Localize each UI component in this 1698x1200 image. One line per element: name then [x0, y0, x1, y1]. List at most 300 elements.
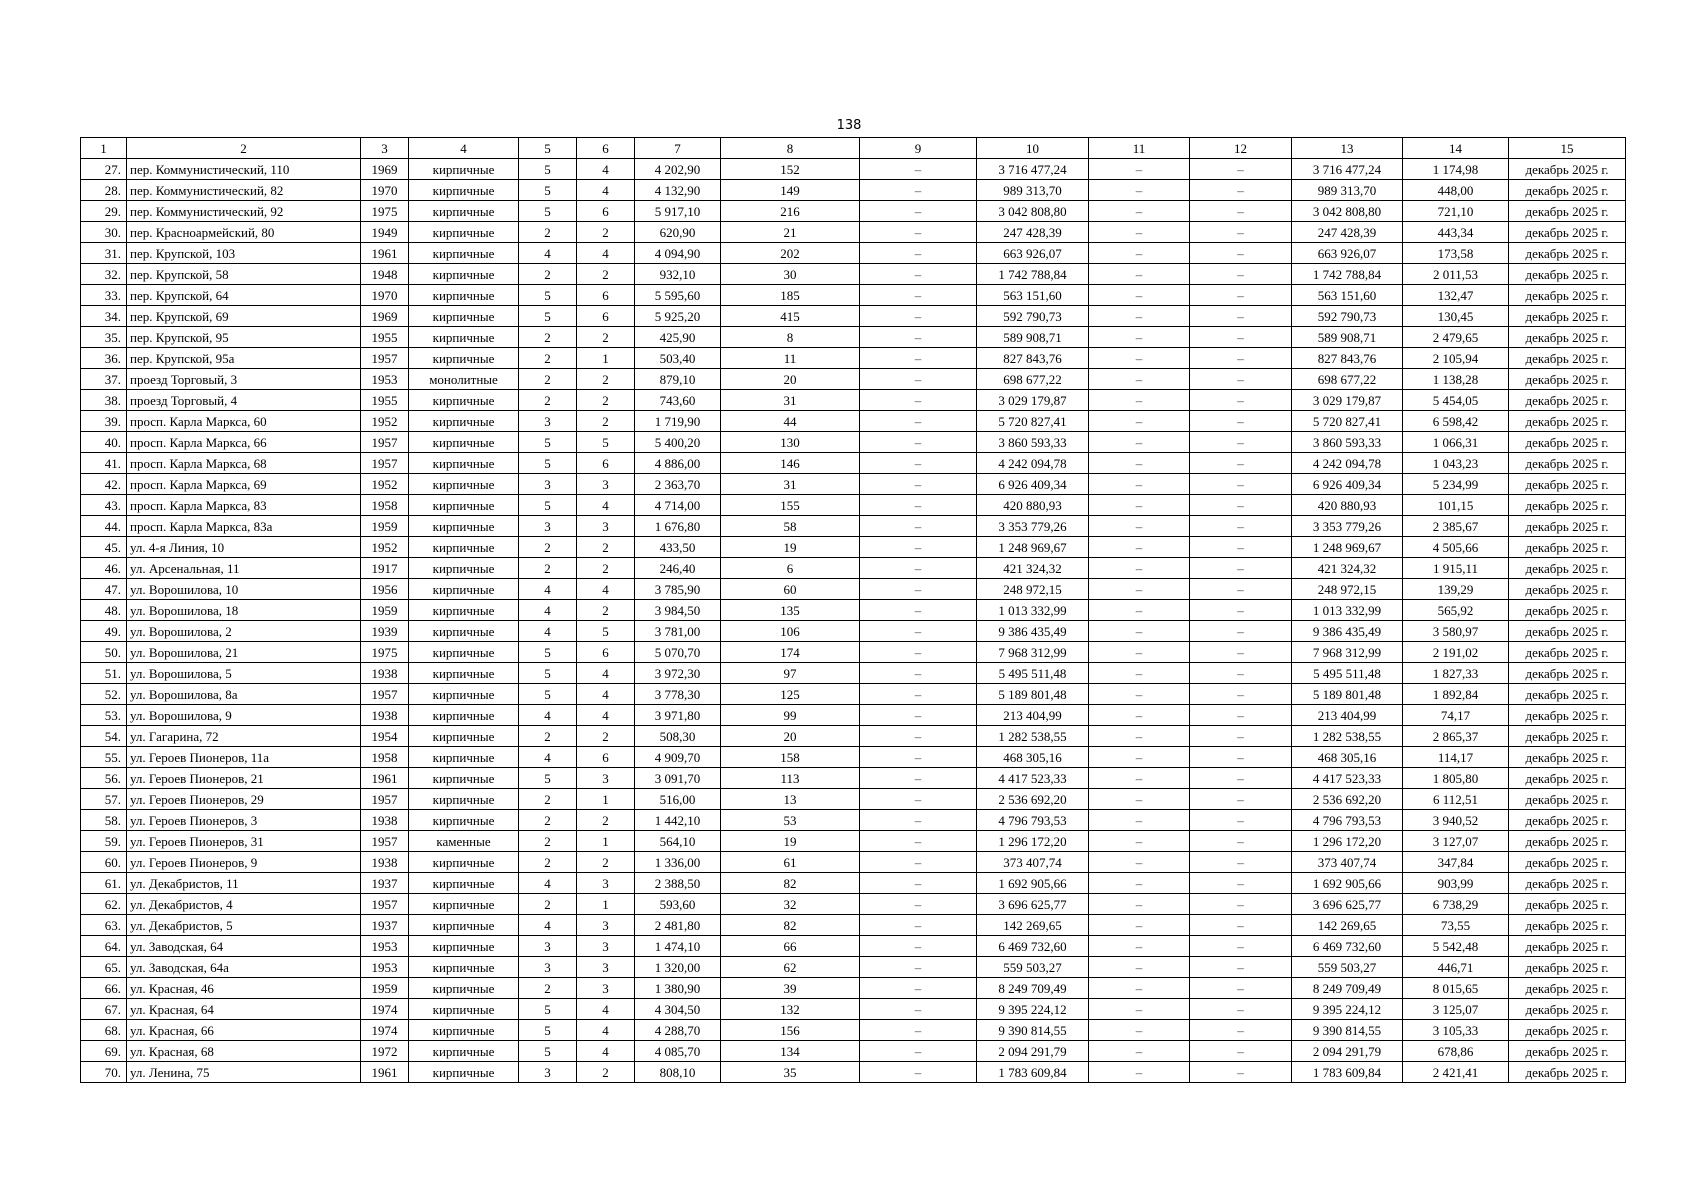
- page-number: 138: [836, 118, 862, 133]
- cell-col-11: –: [1089, 432, 1190, 453]
- cell-residents: 156: [721, 1020, 860, 1041]
- cell-address: ул. Героев Пионеров, 9: [127, 852, 361, 873]
- table-row: [81, 579, 1626, 600]
- cell-cost-total: 1 248 969,67: [977, 537, 1089, 558]
- cell-residents: 62: [721, 957, 860, 978]
- cell-address: пер. Крупской, 95а: [127, 348, 361, 369]
- cell-row-index: 37.: [81, 369, 127, 390]
- table-row: [81, 537, 1626, 558]
- cell-row-index: 64.: [81, 936, 127, 957]
- cell-cost-total: 248 972,15: [977, 579, 1089, 600]
- cell-col-11: –: [1089, 495, 1190, 516]
- cell-deadline: декабрь 2025 г.: [1509, 201, 1626, 222]
- cell-col-12: –: [1190, 705, 1292, 726]
- cell-cost-fund: 3 042 808,80: [1292, 201, 1403, 222]
- cell-cost-total: 9 386 435,49: [977, 621, 1089, 642]
- cell-col-11: –: [1089, 684, 1190, 705]
- cell-row-index: 46.: [81, 558, 127, 579]
- cell-col-11: –: [1089, 894, 1190, 915]
- cell-col-12: –: [1190, 999, 1292, 1020]
- cell-residents: 60: [721, 579, 860, 600]
- table-row: [81, 747, 1626, 768]
- cell-wall-material: кирпичные: [409, 894, 519, 915]
- cell-cost-total: 3 860 593,33: [977, 432, 1089, 453]
- cell-residents: 19: [721, 831, 860, 852]
- cell-cost-fund: 2 536 692,20: [1292, 789, 1403, 810]
- cell-residents: 30: [721, 264, 860, 285]
- cell-deadline: декабрь 2025 г.: [1509, 348, 1626, 369]
- cell-wall-material: кирпичные: [409, 642, 519, 663]
- cell-col-12: –: [1190, 495, 1292, 516]
- cell-deadline: декабрь 2025 г.: [1509, 369, 1626, 390]
- cell-col-12: –: [1190, 285, 1292, 306]
- cell-deadline: декабрь 2025 г.: [1509, 747, 1626, 768]
- cell-col-9: –: [860, 642, 977, 663]
- cell-wall-material: кирпичные: [409, 726, 519, 747]
- cell-entrances: 6: [577, 453, 635, 474]
- cell-cost-fund: 1 013 332,99: [1292, 600, 1403, 621]
- cell-year-built: 1954: [361, 726, 409, 747]
- cell-col-9: –: [860, 600, 977, 621]
- cell-deadline: декабрь 2025 г.: [1509, 390, 1626, 411]
- cell-deadline: декабрь 2025 г.: [1509, 936, 1626, 957]
- cell-floors: 3: [519, 474, 577, 495]
- cell-entrances: 4: [577, 663, 635, 684]
- cell-col-9: –: [860, 1062, 977, 1083]
- cell-cost-per-sqm: 1 138,28: [1403, 369, 1509, 390]
- cell-cost-total: 373 407,74: [977, 852, 1089, 873]
- cell-col-11: –: [1089, 957, 1190, 978]
- cell-col-12: –: [1190, 1041, 1292, 1062]
- cell-cost-per-sqm: 5 234,99: [1403, 474, 1509, 495]
- cell-total-area: 516,00: [635, 789, 721, 810]
- cell-col-11: –: [1089, 264, 1190, 285]
- cell-cost-total: 2 094 291,79: [977, 1041, 1089, 1062]
- cell-wall-material: кирпичные: [409, 768, 519, 789]
- cell-cost-total: 827 843,76: [977, 348, 1089, 369]
- cell-col-11: –: [1089, 747, 1190, 768]
- column-number-7: 7: [635, 138, 721, 159]
- cell-row-index: 69.: [81, 1041, 127, 1062]
- table-row: [81, 243, 1626, 264]
- cell-wall-material: кирпичные: [409, 978, 519, 999]
- cell-floors: 2: [519, 726, 577, 747]
- cell-row-index: 59.: [81, 831, 127, 852]
- cell-total-area: 1 719,90: [635, 411, 721, 432]
- cell-year-built: 1952: [361, 537, 409, 558]
- cell-cost-per-sqm: 74,17: [1403, 705, 1509, 726]
- cell-deadline: декабрь 2025 г.: [1509, 726, 1626, 747]
- cell-residents: 99: [721, 705, 860, 726]
- cell-address: ул. Ворошилова, 8а: [127, 684, 361, 705]
- cell-col-11: –: [1089, 1020, 1190, 1041]
- cell-col-9: –: [860, 495, 977, 516]
- cell-total-area: 3 785,90: [635, 579, 721, 600]
- cell-year-built: 1956: [361, 579, 409, 600]
- cell-residents: 97: [721, 663, 860, 684]
- cell-entrances: 4: [577, 705, 635, 726]
- cell-col-9: –: [860, 705, 977, 726]
- table-row: [81, 432, 1626, 453]
- cell-col-11: –: [1089, 621, 1190, 642]
- table-row: [81, 159, 1626, 180]
- cell-wall-material: кирпичные: [409, 957, 519, 978]
- cell-total-area: 4 132,90: [635, 180, 721, 201]
- cell-residents: 6: [721, 558, 860, 579]
- cell-cost-per-sqm: 2 385,67: [1403, 516, 1509, 537]
- cell-wall-material: кирпичные: [409, 663, 519, 684]
- cell-floors: 2: [519, 537, 577, 558]
- cell-wall-material: кирпичные: [409, 411, 519, 432]
- column-number-15: 15: [1509, 138, 1626, 159]
- cell-entrances: 2: [577, 852, 635, 873]
- cell-residents: 8: [721, 327, 860, 348]
- cell-residents: 13: [721, 789, 860, 810]
- cell-col-9: –: [860, 894, 977, 915]
- cell-row-index: 63.: [81, 915, 127, 936]
- cell-floors: 2: [519, 369, 577, 390]
- cell-col-9: –: [860, 663, 977, 684]
- cell-year-built: 1958: [361, 495, 409, 516]
- cell-cost-fund: 9 395 224,12: [1292, 999, 1403, 1020]
- cell-entrances: 4: [577, 495, 635, 516]
- cell-residents: 31: [721, 390, 860, 411]
- cell-total-area: 4 304,50: [635, 999, 721, 1020]
- cell-cost-total: 1 296 172,20: [977, 831, 1089, 852]
- cell-cost-total: 4 242 094,78: [977, 453, 1089, 474]
- column-number-6: 6: [577, 138, 635, 159]
- cell-residents: 106: [721, 621, 860, 642]
- cell-cost-fund: 142 269,65: [1292, 915, 1403, 936]
- cell-col-9: –: [860, 726, 977, 747]
- cell-cost-total: 8 249 709,49: [977, 978, 1089, 999]
- cell-col-9: –: [860, 159, 977, 180]
- cell-col-11: –: [1089, 369, 1190, 390]
- cell-cost-per-sqm: 1 892,84: [1403, 684, 1509, 705]
- cell-total-area: 5 925,20: [635, 306, 721, 327]
- cell-deadline: декабрь 2025 г.: [1509, 180, 1626, 201]
- cell-address: ул. Ворошилова, 10: [127, 579, 361, 600]
- cell-deadline: декабрь 2025 г.: [1509, 222, 1626, 243]
- cell-floors: 4: [519, 915, 577, 936]
- cell-cost-fund: 247 428,39: [1292, 222, 1403, 243]
- cell-floors: 5: [519, 201, 577, 222]
- cell-col-9: –: [860, 789, 977, 810]
- cell-col-9: –: [860, 285, 977, 306]
- cell-entrances: 4: [577, 684, 635, 705]
- table-row: [81, 516, 1626, 537]
- cell-entrances: 4: [577, 999, 635, 1020]
- cell-address: ул. Гагарина, 72: [127, 726, 361, 747]
- cell-col-11: –: [1089, 537, 1190, 558]
- cell-entrances: 3: [577, 873, 635, 894]
- cell-residents: 146: [721, 453, 860, 474]
- column-number-13: 13: [1292, 138, 1403, 159]
- cell-col-9: –: [860, 327, 977, 348]
- cell-cost-total: 5 720 827,41: [977, 411, 1089, 432]
- cell-floors: 5: [519, 432, 577, 453]
- cell-residents: 415: [721, 306, 860, 327]
- table-row: [81, 285, 1626, 306]
- cell-entrances: 1: [577, 831, 635, 852]
- cell-address: проезд Торговый, 4: [127, 390, 361, 411]
- cell-year-built: 1953: [361, 957, 409, 978]
- cell-col-9: –: [860, 915, 977, 936]
- cell-year-built: 1955: [361, 390, 409, 411]
- cell-year-built: 1952: [361, 474, 409, 495]
- cell-col-12: –: [1190, 1062, 1292, 1083]
- column-number-12: 12: [1190, 138, 1292, 159]
- cell-floors: 2: [519, 222, 577, 243]
- cell-cost-fund: 468 305,16: [1292, 747, 1403, 768]
- cell-entrances: 3: [577, 516, 635, 537]
- cell-address: ул. Красная, 66: [127, 1020, 361, 1041]
- cell-residents: 216: [721, 201, 860, 222]
- cell-floors: 3: [519, 411, 577, 432]
- cell-year-built: 1957: [361, 432, 409, 453]
- cell-deadline: декабрь 2025 г.: [1509, 558, 1626, 579]
- cell-total-area: 593,60: [635, 894, 721, 915]
- table-row: [81, 600, 1626, 621]
- cell-wall-material: каменные: [409, 831, 519, 852]
- cell-total-area: 5 917,10: [635, 201, 721, 222]
- cell-col-12: –: [1190, 327, 1292, 348]
- cell-cost-total: 4 417 523,33: [977, 768, 1089, 789]
- table-row: [81, 390, 1626, 411]
- cell-col-12: –: [1190, 873, 1292, 894]
- cell-year-built: 1970: [361, 285, 409, 306]
- column-number-5: 5: [519, 138, 577, 159]
- cell-deadline: декабрь 2025 г.: [1509, 285, 1626, 306]
- cell-col-11: –: [1089, 201, 1190, 222]
- cell-col-12: –: [1190, 936, 1292, 957]
- column-number-9: 9: [860, 138, 977, 159]
- cell-cost-fund: 1 296 172,20: [1292, 831, 1403, 852]
- cell-cost-fund: 1 783 609,84: [1292, 1062, 1403, 1083]
- cell-cost-per-sqm: 130,45: [1403, 306, 1509, 327]
- cell-cost-per-sqm: 1 174,98: [1403, 159, 1509, 180]
- cell-col-11: –: [1089, 705, 1190, 726]
- table-row: [81, 663, 1626, 684]
- cell-cost-per-sqm: 132,47: [1403, 285, 1509, 306]
- cell-cost-fund: 9 390 814,55: [1292, 1020, 1403, 1041]
- cell-total-area: 4 094,90: [635, 243, 721, 264]
- cell-address: пер. Коммунистический, 82: [127, 180, 361, 201]
- cell-col-12: –: [1190, 789, 1292, 810]
- cell-residents: 53: [721, 810, 860, 831]
- table-row: [81, 768, 1626, 789]
- cell-row-index: 31.: [81, 243, 127, 264]
- cell-year-built: 1957: [361, 684, 409, 705]
- cell-cost-per-sqm: 446,71: [1403, 957, 1509, 978]
- cell-cost-per-sqm: 6 598,42: [1403, 411, 1509, 432]
- cell-total-area: 503,40: [635, 348, 721, 369]
- table-row: [81, 180, 1626, 201]
- cell-col-9: –: [860, 411, 977, 432]
- cell-residents: 44: [721, 411, 860, 432]
- cell-wall-material: кирпичные: [409, 810, 519, 831]
- cell-cost-per-sqm: 443,34: [1403, 222, 1509, 243]
- cell-entrances: 2: [577, 222, 635, 243]
- cell-col-11: –: [1089, 852, 1190, 873]
- cell-floors: 2: [519, 810, 577, 831]
- cell-deadline: декабрь 2025 г.: [1509, 873, 1626, 894]
- cell-year-built: 1937: [361, 915, 409, 936]
- cell-row-index: 42.: [81, 474, 127, 495]
- cell-col-9: –: [860, 453, 977, 474]
- cell-entrances: 4: [577, 1020, 635, 1041]
- cell-cost-per-sqm: 448,00: [1403, 180, 1509, 201]
- cell-year-built: 1961: [361, 243, 409, 264]
- cell-address: ул. Ворошилова, 21: [127, 642, 361, 663]
- cell-col-9: –: [860, 1041, 977, 1062]
- cell-cost-per-sqm: 5 542,48: [1403, 936, 1509, 957]
- cell-residents: 149: [721, 180, 860, 201]
- cell-cost-fund: 420 880,93: [1292, 495, 1403, 516]
- cell-total-area: 1 380,90: [635, 978, 721, 999]
- cell-total-area: 4 909,70: [635, 747, 721, 768]
- cell-wall-material: кирпичные: [409, 264, 519, 285]
- cell-total-area: 1 442,10: [635, 810, 721, 831]
- cell-wall-material: кирпичные: [409, 495, 519, 516]
- cell-address: просп. Карла Маркса, 60: [127, 411, 361, 432]
- cell-cost-per-sqm: 101,15: [1403, 495, 1509, 516]
- cell-col-11: –: [1089, 222, 1190, 243]
- cell-row-index: 62.: [81, 894, 127, 915]
- column-number-1: 1: [81, 138, 127, 159]
- cell-wall-material: кирпичные: [409, 306, 519, 327]
- cell-address: ул. Декабристов, 11: [127, 873, 361, 894]
- cell-cost-total: 142 269,65: [977, 915, 1089, 936]
- cell-wall-material: кирпичные: [409, 600, 519, 621]
- cell-residents: 58: [721, 516, 860, 537]
- cell-entrances: 3: [577, 978, 635, 999]
- cell-cost-fund: 373 407,74: [1292, 852, 1403, 873]
- cell-col-12: –: [1190, 768, 1292, 789]
- cell-total-area: 4 886,00: [635, 453, 721, 474]
- table-row: [81, 915, 1626, 936]
- cell-wall-material: кирпичные: [409, 327, 519, 348]
- cell-floors: 4: [519, 873, 577, 894]
- cell-wall-material: кирпичные: [409, 579, 519, 600]
- cell-deadline: декабрь 2025 г.: [1509, 474, 1626, 495]
- cell-address: просп. Карла Маркса, 83: [127, 495, 361, 516]
- cell-floors: 5: [519, 768, 577, 789]
- cell-entrances: 1: [577, 348, 635, 369]
- cell-cost-total: 3 042 808,80: [977, 201, 1089, 222]
- cell-cost-per-sqm: 3 105,33: [1403, 1020, 1509, 1041]
- table-row: [81, 684, 1626, 705]
- cell-cost-fund: 8 249 709,49: [1292, 978, 1403, 999]
- cell-col-11: –: [1089, 873, 1190, 894]
- table-row: [81, 936, 1626, 957]
- cell-residents: 158: [721, 747, 860, 768]
- cell-floors: 2: [519, 852, 577, 873]
- cell-col-12: –: [1190, 810, 1292, 831]
- cell-cost-per-sqm: 5 454,05: [1403, 390, 1509, 411]
- cell-cost-per-sqm: 173,58: [1403, 243, 1509, 264]
- cell-total-area: 3 971,80: [635, 705, 721, 726]
- cell-wall-material: кирпичные: [409, 705, 519, 726]
- table-row: [81, 1041, 1626, 1062]
- cell-total-area: 1 320,00: [635, 957, 721, 978]
- cell-col-9: –: [860, 768, 977, 789]
- cell-col-12: –: [1190, 243, 1292, 264]
- cell-col-11: –: [1089, 516, 1190, 537]
- cell-row-index: 70.: [81, 1062, 127, 1083]
- cell-row-index: 44.: [81, 516, 127, 537]
- cell-cost-per-sqm: 3 127,07: [1403, 831, 1509, 852]
- cell-entrances: 3: [577, 957, 635, 978]
- cell-col-9: –: [860, 264, 977, 285]
- cell-floors: 2: [519, 348, 577, 369]
- cell-year-built: 1917: [361, 558, 409, 579]
- cell-cost-per-sqm: 4 505,66: [1403, 537, 1509, 558]
- cell-total-area: 4 202,90: [635, 159, 721, 180]
- cell-total-area: 5 595,60: [635, 285, 721, 306]
- cell-cost-total: 698 677,22: [977, 369, 1089, 390]
- table-row: [81, 852, 1626, 873]
- cell-cost-fund: 9 386 435,49: [1292, 621, 1403, 642]
- cell-year-built: 1939: [361, 621, 409, 642]
- cell-year-built: 1975: [361, 642, 409, 663]
- cell-cost-fund: 2 094 291,79: [1292, 1041, 1403, 1062]
- cell-entrances: 6: [577, 747, 635, 768]
- cell-year-built: 1938: [361, 663, 409, 684]
- cell-col-11: –: [1089, 831, 1190, 852]
- cell-col-12: –: [1190, 159, 1292, 180]
- cell-col-12: –: [1190, 180, 1292, 201]
- cell-address: ул. Декабристов, 4: [127, 894, 361, 915]
- cell-row-index: 27.: [81, 159, 127, 180]
- cell-floors: 4: [519, 621, 577, 642]
- cell-floors: 2: [519, 978, 577, 999]
- cell-entrances: 2: [577, 537, 635, 558]
- cell-col-11: –: [1089, 285, 1190, 306]
- cell-entrances: 6: [577, 201, 635, 222]
- column-number-row: [81, 138, 1626, 159]
- cell-cost-fund: 421 324,32: [1292, 558, 1403, 579]
- cell-cost-per-sqm: 2 105,94: [1403, 348, 1509, 369]
- housing-registry-table: [80, 137, 1626, 1083]
- cell-cost-total: 6 926 409,34: [977, 474, 1089, 495]
- cell-year-built: 1952: [361, 411, 409, 432]
- cell-floors: 5: [519, 663, 577, 684]
- cell-deadline: декабрь 2025 г.: [1509, 306, 1626, 327]
- cell-residents: 20: [721, 726, 860, 747]
- cell-year-built: 1958: [361, 747, 409, 768]
- cell-total-area: 3 091,70: [635, 768, 721, 789]
- cell-cost-fund: 4 242 094,78: [1292, 453, 1403, 474]
- cell-row-index: 51.: [81, 663, 127, 684]
- cell-col-9: –: [860, 999, 977, 1020]
- cell-total-area: 743,60: [635, 390, 721, 411]
- cell-entrances: 2: [577, 390, 635, 411]
- cell-cost-total: 247 428,39: [977, 222, 1089, 243]
- cell-col-12: –: [1190, 831, 1292, 852]
- cell-deadline: декабрь 2025 г.: [1509, 1041, 1626, 1062]
- table-row: [81, 873, 1626, 894]
- cell-row-index: 33.: [81, 285, 127, 306]
- cell-deadline: декабрь 2025 г.: [1509, 915, 1626, 936]
- cell-row-index: 65.: [81, 957, 127, 978]
- cell-entrances: 3: [577, 474, 635, 495]
- cell-floors: 5: [519, 1041, 577, 1062]
- cell-residents: 82: [721, 873, 860, 894]
- cell-total-area: 4 714,00: [635, 495, 721, 516]
- table-row: [81, 894, 1626, 915]
- cell-address: ул. Ленина, 75: [127, 1062, 361, 1083]
